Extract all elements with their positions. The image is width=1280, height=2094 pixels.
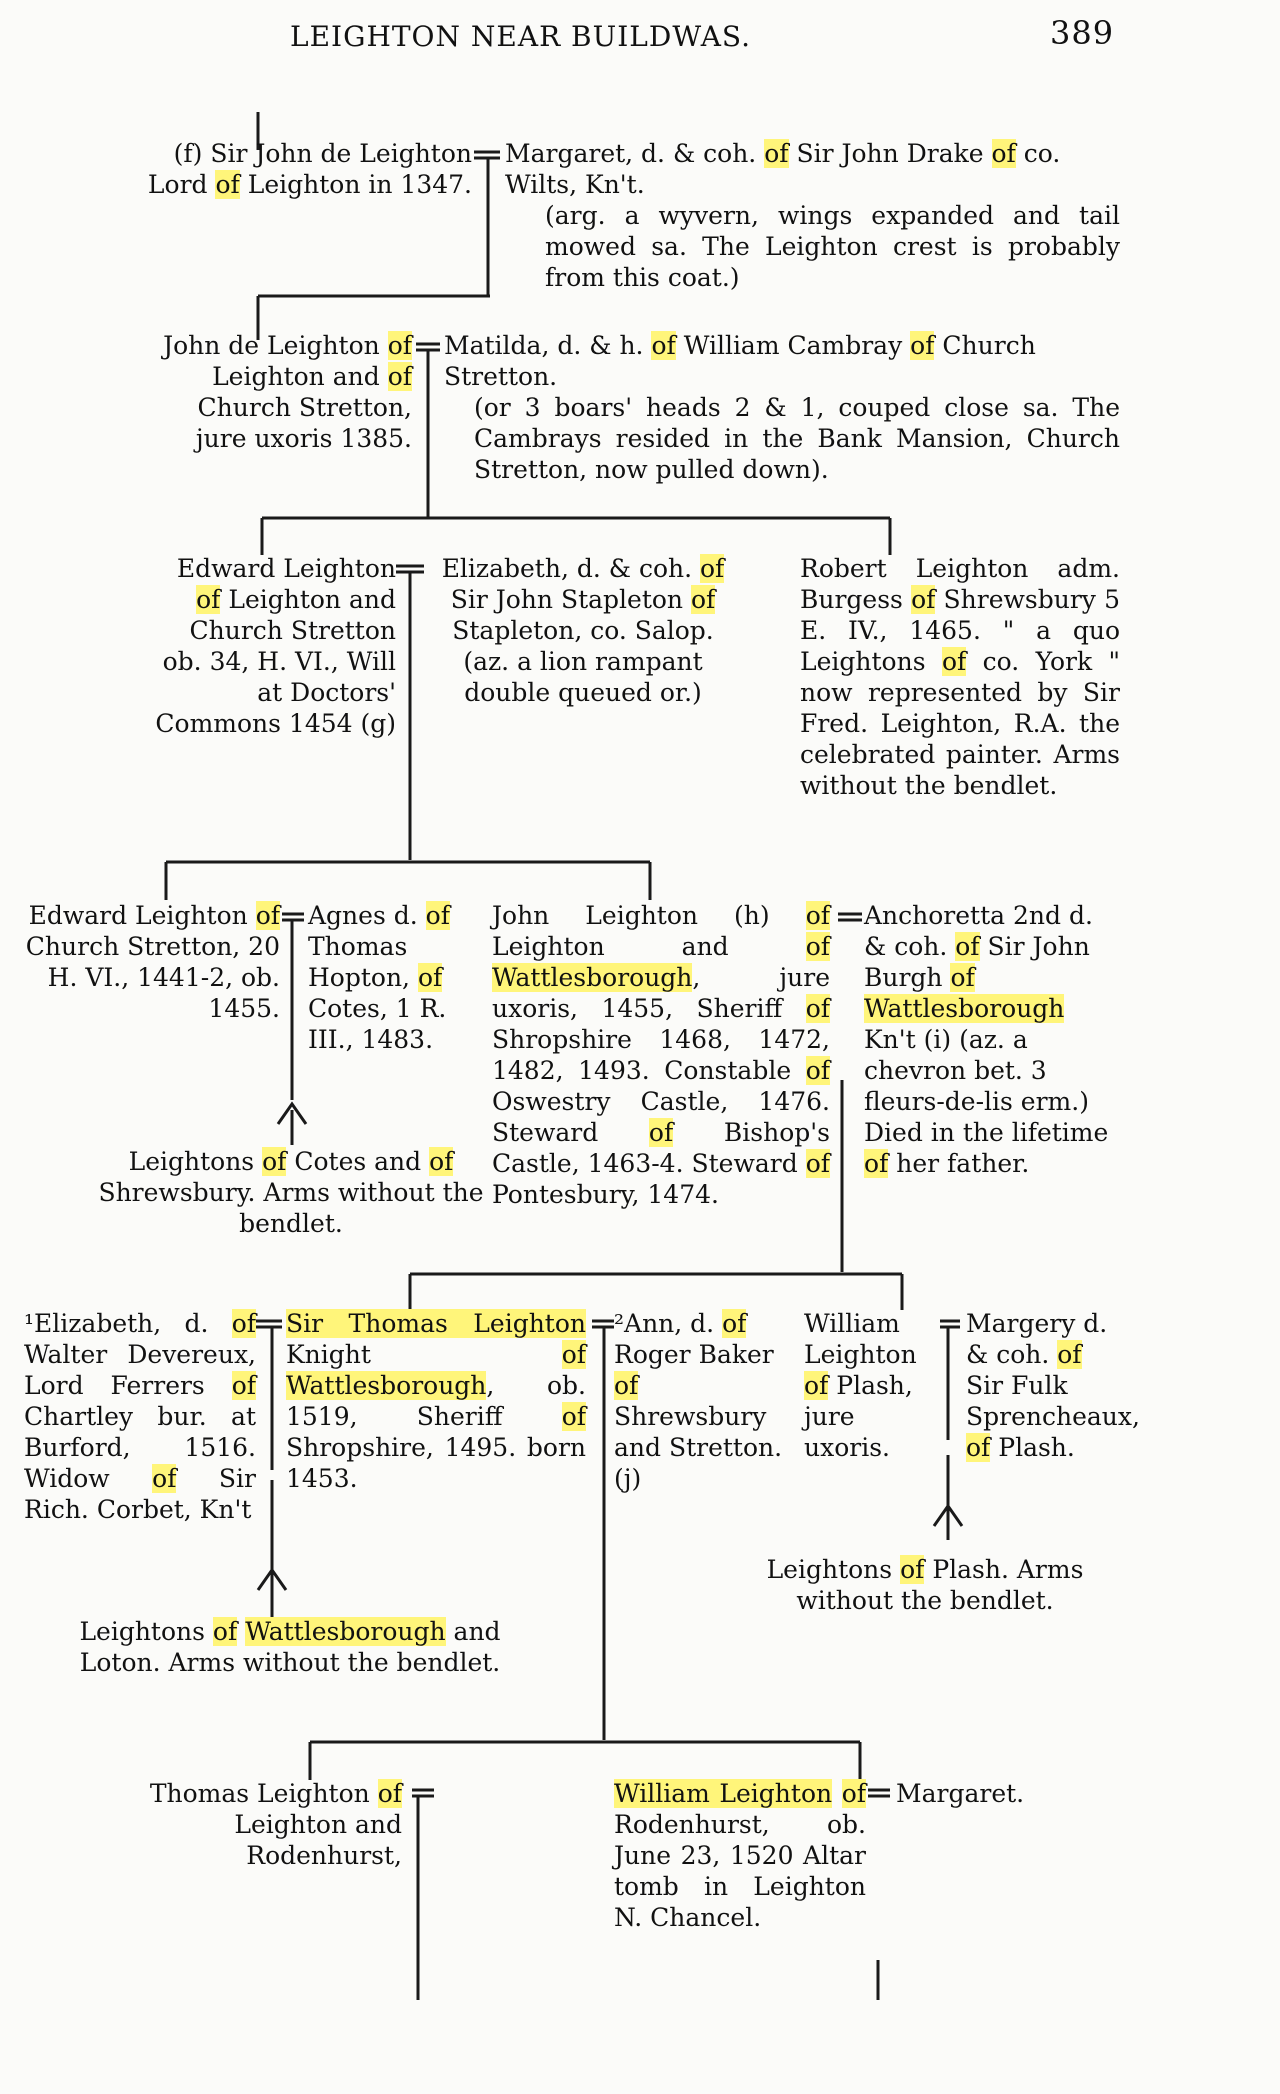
entry-thomas-leighton-rodenhurst: Thomas Leighton of Leighton and Rodenhurst, [149, 1779, 402, 1870]
entry-elizabeth-devereux: ¹Elizabeth, d. of Walter Devereux, Lord Ferrers of Chartley bur. at Burford, 1516. Widow of Sir Rich. Corbet, Kn't [24, 1309, 256, 1524]
entry-cambray-arms: (or 3 boars' heads 2 & 1, couped close sa. The Cambrays resided in the Bank Mansion, Church Stretton, now pulled down). [474, 393, 1120, 484]
entry-william-leighton-plash: William Leighton of Plash, jure uxoris. [804, 1309, 917, 1462]
entry-anchoretta-burgh: Anchoretta 2nd d. & coh. of Sir John Burgh of Wattlesborough Kn't (i) (az. a chevron bet. 3 fleurs-de-lis erm.) Died in the lifetime of her father. [864, 901, 1109, 1178]
entry-robert-leighton: Robert Leighton adm. Burgess of Shrewsbury 5 E. IV., 1465. " a quo Leightons of co. York " now represented by Sir Fred. Leighton, R.A. the celebrated painter. Arms without the bendlet. [800, 554, 1121, 800]
arrow-plash [934, 1506, 962, 1526]
note-leightons-of-cotes: Leightons of Cotes and of Shrewsbury. Arms without the bendlet. [98, 1147, 484, 1238]
entry-margaret-drake: Margaret, d. & coh. of Sir John Drake of co. Wilts, Kn't. [505, 139, 1061, 199]
arrow-wattlesborough [258, 1570, 286, 1590]
entry-sir-thomas-leighton: Sir Thomas Leighton Knight of Wattlesborough, ob. 1519, Sheriff of Shropshire, 1495. born 1453. [286, 1309, 586, 1493]
note-leightons-of-wattlesborough: Leightons of Wattlesborough and Loton. Arms without the bendlet. [79, 1617, 501, 1677]
entry-margery-sprencheaux: Margery d. & coh. of Sir Fulk Sprencheaux, of Plash. [966, 1309, 1140, 1462]
page-number: 389 [1050, 14, 1115, 52]
entry-edward-leighton-jr: Edward Leighton of Church Stretton, 20 H. VI., 1441-2, ob. 1455. [25, 901, 280, 1023]
entry-margaret: Margaret. [896, 1779, 1025, 1808]
entry-ann-baker: ²Ann, d. of Roger Baker of Shrewsbury and Stretton.(j) [614, 1309, 783, 1493]
entry-edward-leighton-sr: Edward Leighton of Leighton and Church Stretton ob. 34, H. VI., Will at Doctors' Commons 1454 (g) [155, 554, 396, 738]
entry-elizabeth-stapleton: Elizabeth, d. & coh. of Sir John Stapleton of Stapleton, co. Salop. (az. a lion rampant double queued or.) [441, 554, 725, 707]
entry-john-de-leighton-1385: John de Leighton of Leighton and of Church Stretton, jure uxoris 1385. [163, 331, 412, 453]
entry-john-leighton-h: John Leighton (h) of Leighton and of Wattlesborough, jure uxoris, 1455, Sheriff of Shropshire 1468, 1472, 1482, 1493. Constable of Oswestry Castle, 1476. Steward of Bishop's Castle, 1463-4. Steward of Pontesbury, 1474. [492, 901, 830, 1209]
note-leightons-of-plash: Leightons of Plash. Arms without the bendlet. [766, 1555, 1084, 1615]
entry-john-de-leighton-1347: (f) Sir John de Leighton Lord of Leighton in 1347. [147, 139, 472, 199]
entry-matilda-cambray: Matilda, d. & h. of William Cambray of Church Stretton. [444, 331, 1036, 391]
arrow-cotes [278, 1104, 306, 1124]
entry-william-leighton-rodenhurst: William Leighton of Rodenhurst, ob. June 23, 1520 Altar tomb in Leighton N. Chancel. [614, 1779, 866, 1932]
entry-drake-arms: (arg. a wyvern, wings expanded and tail mowed sa. The Leighton crest is probably from this coat.) [545, 201, 1120, 292]
entry-agnes-hopton: Agnes d. of Thomas Hopton, of Cotes, 1 R. III., 1483. [308, 901, 450, 1054]
page-header-title: LEIGHTON NEAR BUILDWAS. [290, 20, 752, 53]
